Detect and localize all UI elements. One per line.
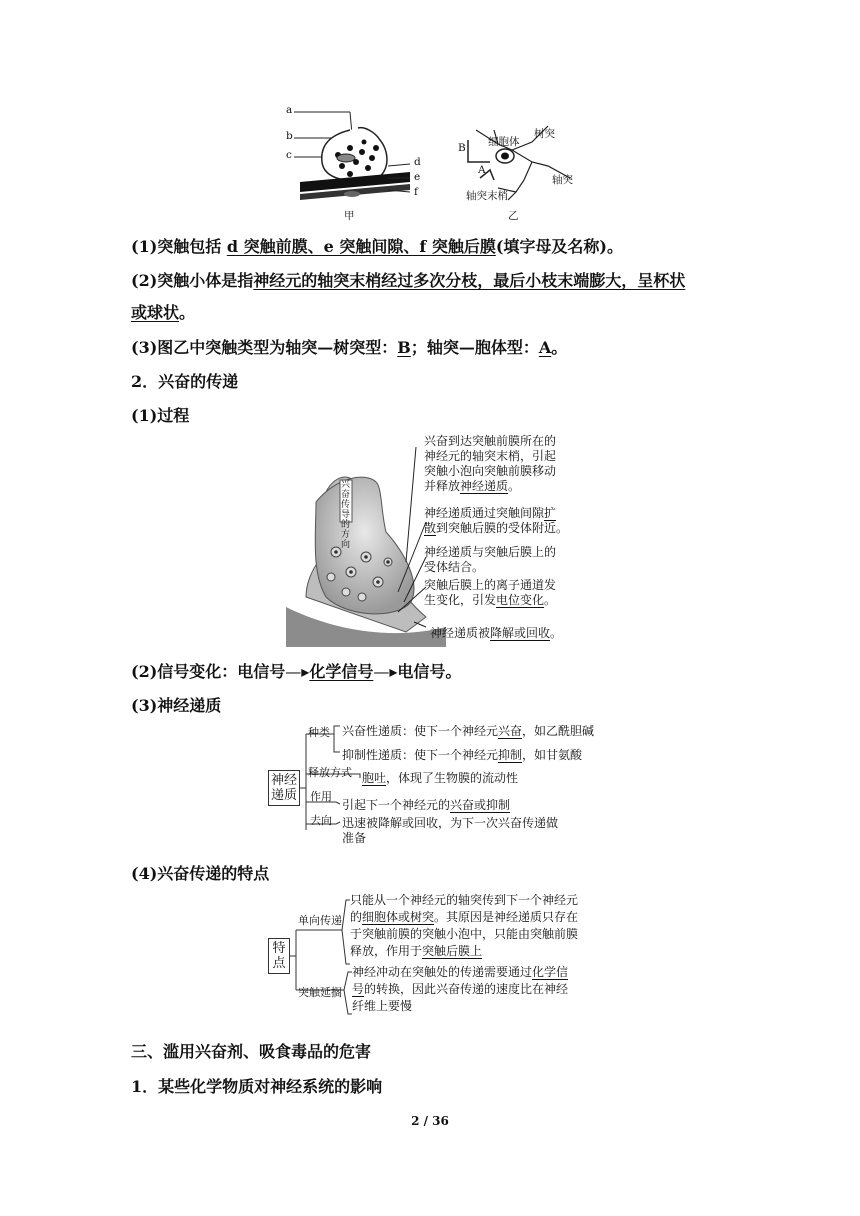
one-way-line-3: 于突触前膜的突触小泡中，只能由突触前膜 bbox=[350, 927, 579, 941]
note-4-a: 突触后膜上的离子通道发 bbox=[424, 578, 557, 592]
q2-prefix: (2)突触小体是指 bbox=[131, 271, 254, 290]
label-c: c bbox=[286, 149, 292, 161]
branch-function-text bbox=[342, 796, 510, 813]
note-1 bbox=[424, 434, 556, 494]
note-3 bbox=[424, 545, 556, 575]
note-2 bbox=[424, 506, 568, 536]
signal-suffix: 电信号。 bbox=[397, 662, 462, 681]
page-number: 2 / 36 bbox=[411, 1114, 449, 1128]
types-b-pre: 抑制性递质：使下一个神经元 bbox=[342, 748, 499, 762]
one-way-l2-post: 。其原因是神经递质只存在 bbox=[434, 910, 579, 924]
question-3 bbox=[131, 335, 567, 358]
section-2-sub1: (1)过程 bbox=[131, 406, 190, 425]
branch-fate-text bbox=[342, 816, 558, 846]
direction-label-3: 的方 bbox=[341, 520, 351, 540]
note-4-answer: 电位变化 bbox=[496, 593, 545, 607]
arrow-icon: —▸ bbox=[373, 662, 398, 681]
label-d: d bbox=[414, 156, 421, 168]
q3-answer-a: A bbox=[538, 338, 552, 357]
note-2-a: 神经递质通过突触间隙 bbox=[424, 506, 545, 520]
note-1-answer: 神经递质 bbox=[460, 479, 509, 493]
note-1-line-3: 突触小泡向突触前膜移动 bbox=[424, 464, 557, 478]
question-2 bbox=[131, 268, 685, 291]
transmitter-root bbox=[268, 770, 300, 806]
branch-function: 作用 bbox=[310, 790, 332, 803]
note-1-line-4: 并释放 bbox=[424, 479, 461, 493]
delay-answer-b: 号 bbox=[352, 982, 365, 996]
note-2-answer-b: 散 bbox=[424, 521, 437, 535]
note-5-answer: 降解或回收 bbox=[490, 626, 551, 640]
transmitter-root-1: 神经 bbox=[270, 773, 297, 788]
label-a: a bbox=[286, 104, 293, 116]
types-a-pre: 兴奋性递质：使下一个神经元 bbox=[342, 724, 499, 738]
types-a-answer: 兴奋 bbox=[498, 724, 523, 738]
direction-label-4: 向 bbox=[341, 540, 351, 550]
one-way-answer-1: 细胞体或树突 bbox=[362, 910, 435, 924]
delay-answer-a: 化学信 bbox=[532, 965, 569, 979]
branch-release-text bbox=[362, 769, 518, 786]
delay-line-3: 纤维上要慢 bbox=[352, 999, 413, 1013]
fate-line-2: 准备 bbox=[342, 831, 367, 845]
note-1-line-1: 兴奋到达突触前膜所在的 bbox=[424, 434, 557, 448]
q3-suffix: 。 bbox=[551, 338, 568, 357]
direction-label-2: 传导 bbox=[341, 500, 351, 520]
delay-l2-post: 的转换，因此兴奋传递的速度比在神经 bbox=[364, 982, 569, 996]
feature-delay-text bbox=[352, 964, 568, 1015]
synapse-figure-drawing bbox=[280, 100, 600, 225]
caption-yi: 乙 bbox=[508, 210, 519, 222]
q2-answer-a: 神经元的轴突末梢经过多次分枝，最后小枝末端膨大，呈杯状 bbox=[253, 271, 686, 290]
types-a-post: ，如乙酰胆碱 bbox=[522, 724, 595, 738]
note-4 bbox=[424, 578, 556, 608]
release-post: ，体现了生物膜的流动性 bbox=[386, 771, 519, 785]
transmitter-tree bbox=[268, 722, 608, 852]
feature-delay: 突触延搁 bbox=[298, 986, 342, 999]
section-2-heading: 2．兴奋的传递 bbox=[131, 372, 239, 391]
branch-release: 释放方式 bbox=[308, 766, 352, 779]
label-dendrite: 树突 bbox=[534, 128, 555, 140]
label-axon: 轴突 bbox=[552, 174, 573, 186]
signal-answer: 化学信号 bbox=[309, 662, 374, 681]
question-2-cont bbox=[131, 300, 195, 323]
note-3-line-2: 受体结合。 bbox=[424, 560, 485, 574]
q3-answer-b: B bbox=[397, 338, 411, 357]
delay-l1-pre: 神经冲动在突触处的传递需要通过 bbox=[352, 965, 533, 979]
label-B: B bbox=[458, 142, 466, 154]
types-b-post: ，如甘氨酸 bbox=[522, 748, 583, 762]
one-way-line-1: 只能从一个神经元的轴突传到下一个神经元 bbox=[350, 893, 579, 907]
one-way-answer-2: 突触后膜上 bbox=[422, 944, 483, 958]
features-root-2: 点 bbox=[272, 956, 286, 971]
note-5 bbox=[430, 626, 562, 641]
section-3-sub1: 1．某些化学物质对神经系统的影响 bbox=[131, 1077, 383, 1096]
section-3-heading: 三、滥用兴奋剂、吸食毒品的危害 bbox=[131, 1042, 372, 1061]
direction-label bbox=[341, 480, 353, 550]
branch-types-a bbox=[342, 722, 594, 739]
function-pre: 引起下一个神经元的 bbox=[342, 798, 451, 812]
q1-suffix: (填字母及名称)。 bbox=[495, 237, 623, 256]
note-1-end: 。 bbox=[508, 479, 521, 493]
signal-prefix: (2)信号变化：电信号 bbox=[131, 662, 286, 681]
transmission-figure bbox=[286, 432, 596, 647]
question-1 bbox=[131, 234, 623, 257]
function-answer: 兴奋或抑制 bbox=[450, 798, 511, 812]
label-terminal: 轴突末梢 bbox=[466, 190, 508, 202]
note-2-answer-a: 扩 bbox=[544, 506, 557, 520]
label-f: f bbox=[414, 186, 418, 198]
q1-answer: d 突触前膜、e 突触间隙、f 突触后膜 bbox=[226, 237, 496, 256]
note-5-end: 。 bbox=[550, 626, 563, 640]
features-root-1: 特 bbox=[272, 941, 286, 956]
branch-types: 种类 bbox=[308, 726, 330, 739]
features-tree bbox=[268, 890, 608, 1022]
note-2-b: 到突触后膜的受体附近。 bbox=[436, 521, 569, 535]
q3-prefix: (3)图乙中突触类型为轴突—树突型： bbox=[131, 338, 398, 357]
q2-answer-b: 或球状 bbox=[131, 303, 180, 322]
q2-suffix: 。 bbox=[179, 303, 196, 322]
note-3-line-1: 神经递质与突触后膜上的 bbox=[424, 545, 557, 559]
label-e: e bbox=[414, 171, 421, 183]
release-answer: 胞吐 bbox=[362, 771, 387, 785]
types-b-answer: 抑制 bbox=[498, 748, 523, 762]
branch-types-b bbox=[342, 746, 582, 763]
transmitter-heading: (3)神经递质 bbox=[131, 696, 222, 715]
arrow-icon: —▸ bbox=[285, 662, 310, 681]
note-1-line-2: 神经元的轴突末梢，引起 bbox=[424, 449, 557, 463]
q3-mid: ；轴突—胞体型： bbox=[410, 338, 539, 357]
feature-one-way: 单向传递 bbox=[298, 914, 342, 927]
note-5-a: 神经递质被 bbox=[430, 626, 491, 640]
label-soma: 细胞体 bbox=[488, 136, 520, 148]
branch-fate: 去向 bbox=[310, 814, 332, 827]
one-way-l4-pre: 释放，作用于 bbox=[350, 944, 423, 958]
feature-one-way-text bbox=[350, 892, 578, 960]
label-b: b bbox=[286, 130, 293, 142]
label-A: A bbox=[478, 164, 486, 176]
features-heading: (4)兴奋传递的特点 bbox=[131, 864, 270, 883]
q1-prefix: (1)突触包括 bbox=[131, 237, 227, 256]
direction-label-1: 兴奋 bbox=[341, 480, 351, 500]
note-4-end: 。 bbox=[544, 593, 557, 607]
one-way-l2-pre: 的 bbox=[350, 910, 363, 924]
signal-change bbox=[131, 659, 461, 682]
caption-jia: 甲 bbox=[344, 210, 355, 222]
fate-line-1: 迅速被降解或回收，为下一次兴奋传递做 bbox=[342, 816, 559, 830]
synapse-figure bbox=[280, 100, 600, 225]
transmitter-root-2: 递质 bbox=[270, 788, 297, 803]
features-root bbox=[268, 938, 290, 974]
note-4-b: 生变化，引发 bbox=[424, 593, 497, 607]
